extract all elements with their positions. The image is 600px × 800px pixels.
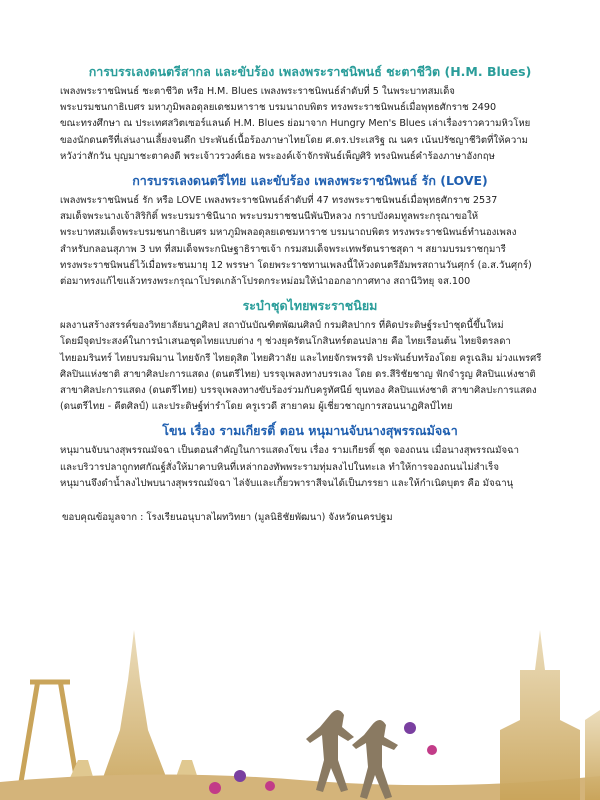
section-title: ระบำชุดไทยพระราชนิยม [242,298,378,314]
section-title: การบรรเลงดนตรีไทย และขับร้อง เพลงพระราชนิพนธ์ รัก (LOVE) [132,173,488,189]
section-title: การบรรเลงดนตรีสากล และขับร้อง เพลงพระราชนิพนธ์ ชะตาชีวิต (H.M. Blues) [88,64,532,79]
section-paragraph: ผลงานสร้างสรรค์ของวิทยาลัยนาฏศิลป สถาบันบัณฑิตพัฒนศิลป์ กรมศิลปากร ที่คิดประดิษฐ์ระบำชุดนี้ขึ้นใหม่ โดยมีจุดประสงค์ในการนำเสนอชุดไทยแบบต่าง ๆ ช่วงยุครัตนโกสินทร์ตอนปลาย คือ ไทยเรือนต้น ไทยจิตรลดา ไทยอมรินทร์ ไทยบรมพิมาน ไทยจักรี ไทยดุสิต ไทยศิวาลัย และไทยจักรพรรดิ ประพันธ์บทร้องโดย ครูเฉลิม ม่วงแพรศรี ศิลปินแห่งชาติ สาขาศิลปะการแสดง (ดนตรีไทย) บรรจุเพลงทางบรรเลง โดย ดร.สีริชัยชาญ ฟักจำรูญ ศิลปินแห่งชาติ สาขาศิลปะการแสดง (ดนตรีไทย) บรรจุเพลงทางขับร้องร่วมกับครูทัศนีย์ ขุนทอง ศิลปินแห่งชาติ สาขาศิลปะการแสดง (ดนตรีไทย - คีตศิลป์) และประดิษฐ์ท่ารำโดย ครูเรวดี สายาคม ผู้เชี่ยวชาญการสอนนาฏศิลป์ไทย [60,320,542,413]
section-love [60,171,560,290]
palace-icon [500,630,600,800]
section-thai-dress-dance [60,296,560,415]
section-title: โขน เรื่อง รามเกียรติ์ ตอน หนุมานจับนางสุพรรณมัจฉา [162,423,458,439]
document-body [60,62,560,525]
credit-line: ขอบคุณข้อมูลจาก : โรงเรียนอนุบาลไผทวิทยา (มูลนิธิชัยพัฒนา) จังหวัดนครปฐม [62,512,393,524]
section-hm-blues [60,62,560,165]
section-paragraph: เพลงพระราชนิพนธ์ ชะตาชีวิต หรือ H.M. Blues เพลงพระราชนิพนธ์ลำดับที่ 5 ในพระบาทสมเด็จ พระบรมชนกาธิเบศร มหาภูมิพลอดุลยเดชมหาราช บรมนาถบพิตร ทรงพระราชนิพนธ์เมื่อพุทธศักราช 2490 ขณะทรงศึกษา ณ ประเทศสวิตเซอร์แลนด์ H.M. Blues ย่อมาจาก Hungry Men's Blues เล่าเรื่องราวความหิวโหย ของนักดนตรีที่เล่นงานเลี้ยงจนดึก ประพันธ์เนื้อร้องภาษาไทยโดย ศ.ดร.ประเสริฐ ณ นคร เน้นปรัชญาชีวิตที่ให้ความ หวังว่าสักวัน บุญมาชะตาคงดี พระเจ้าวรวงศ์เธอ พระองค์เจ้าจักรพันธ์เพ็ญศิริ ทรงนิพนธ์คำร้องภาษาอังกฤษ [60,86,531,162]
thai-landmarks-illustration [0,610,600,800]
section-khon [60,421,560,492]
section-paragraph: เพลงพระราชนิพนธ์ รัก หรือ LOVE เพลงพระราชนิพนธ์ลำดับที่ 47 ทรงพระราชนิพนธ์เมื่อพุทธศักราช 2537 สมเด็จพระนางเจ้าสิริกิติ์ พระบรมราชินีนาถ พระบรมราชชนนีพันปีหลวง กราบบังคมทูลพระกรุณาขอให้ พระบาทสมเด็จพระบรมชนกาธิเบศร มหาภูมิพลอดุลยเดชมหาราช บรมนาถบพิตร ทรงพระราชนิพนธ์ทำนองเพลง สำหรับกลอนสุภาพ 3 บท ที่สมเด็จพระกนิษฐาธิราชเจ้า กรมสมเด็จพระเทพรัตนราชสุดา ฯ สยามบรมราชกุมารี ทรงพระราชนิพนธ์ไว้เมื่อพระชนมายุ 12 พรรษา โดยพระราชทานเพลงนี้ให้วงดนตรีอัมพรสถานวันศุกร์ (อ.ส.วันศุกร์) ต่อมาทรงแก้ไขแล้วทรงพระกรุณาโปรดเกล้าโปรดกระหม่อมให้นำออกอากาศทาง สถานีวิทยุ จส.100 [60,195,532,288]
section-paragraph: หนุมานจับนางสุพรรณมัจฉา เป็นตอนสำคัญในการแสดงโขน เรื่อง รามเกียรติ์ ชุด จองถนน เมื่อนางสุพรรณมัจฉา และบริวารปลาถูกทศกัณฐ์สั่งให้มาคาบหินที่เหล่ากองทัพพระรามทุ่มลงไปในทะเล ทำให้การจองถนนไม่สำเร็จ หนุมานจึงดำน้ำลงไปพบนางสุพรรณมัจฉา ไล่จับและเกี้ยวพาราสีจนได้เป็นภรรยา และให้กำเนิดบุตร คือ มัจฉานุ [60,445,519,489]
